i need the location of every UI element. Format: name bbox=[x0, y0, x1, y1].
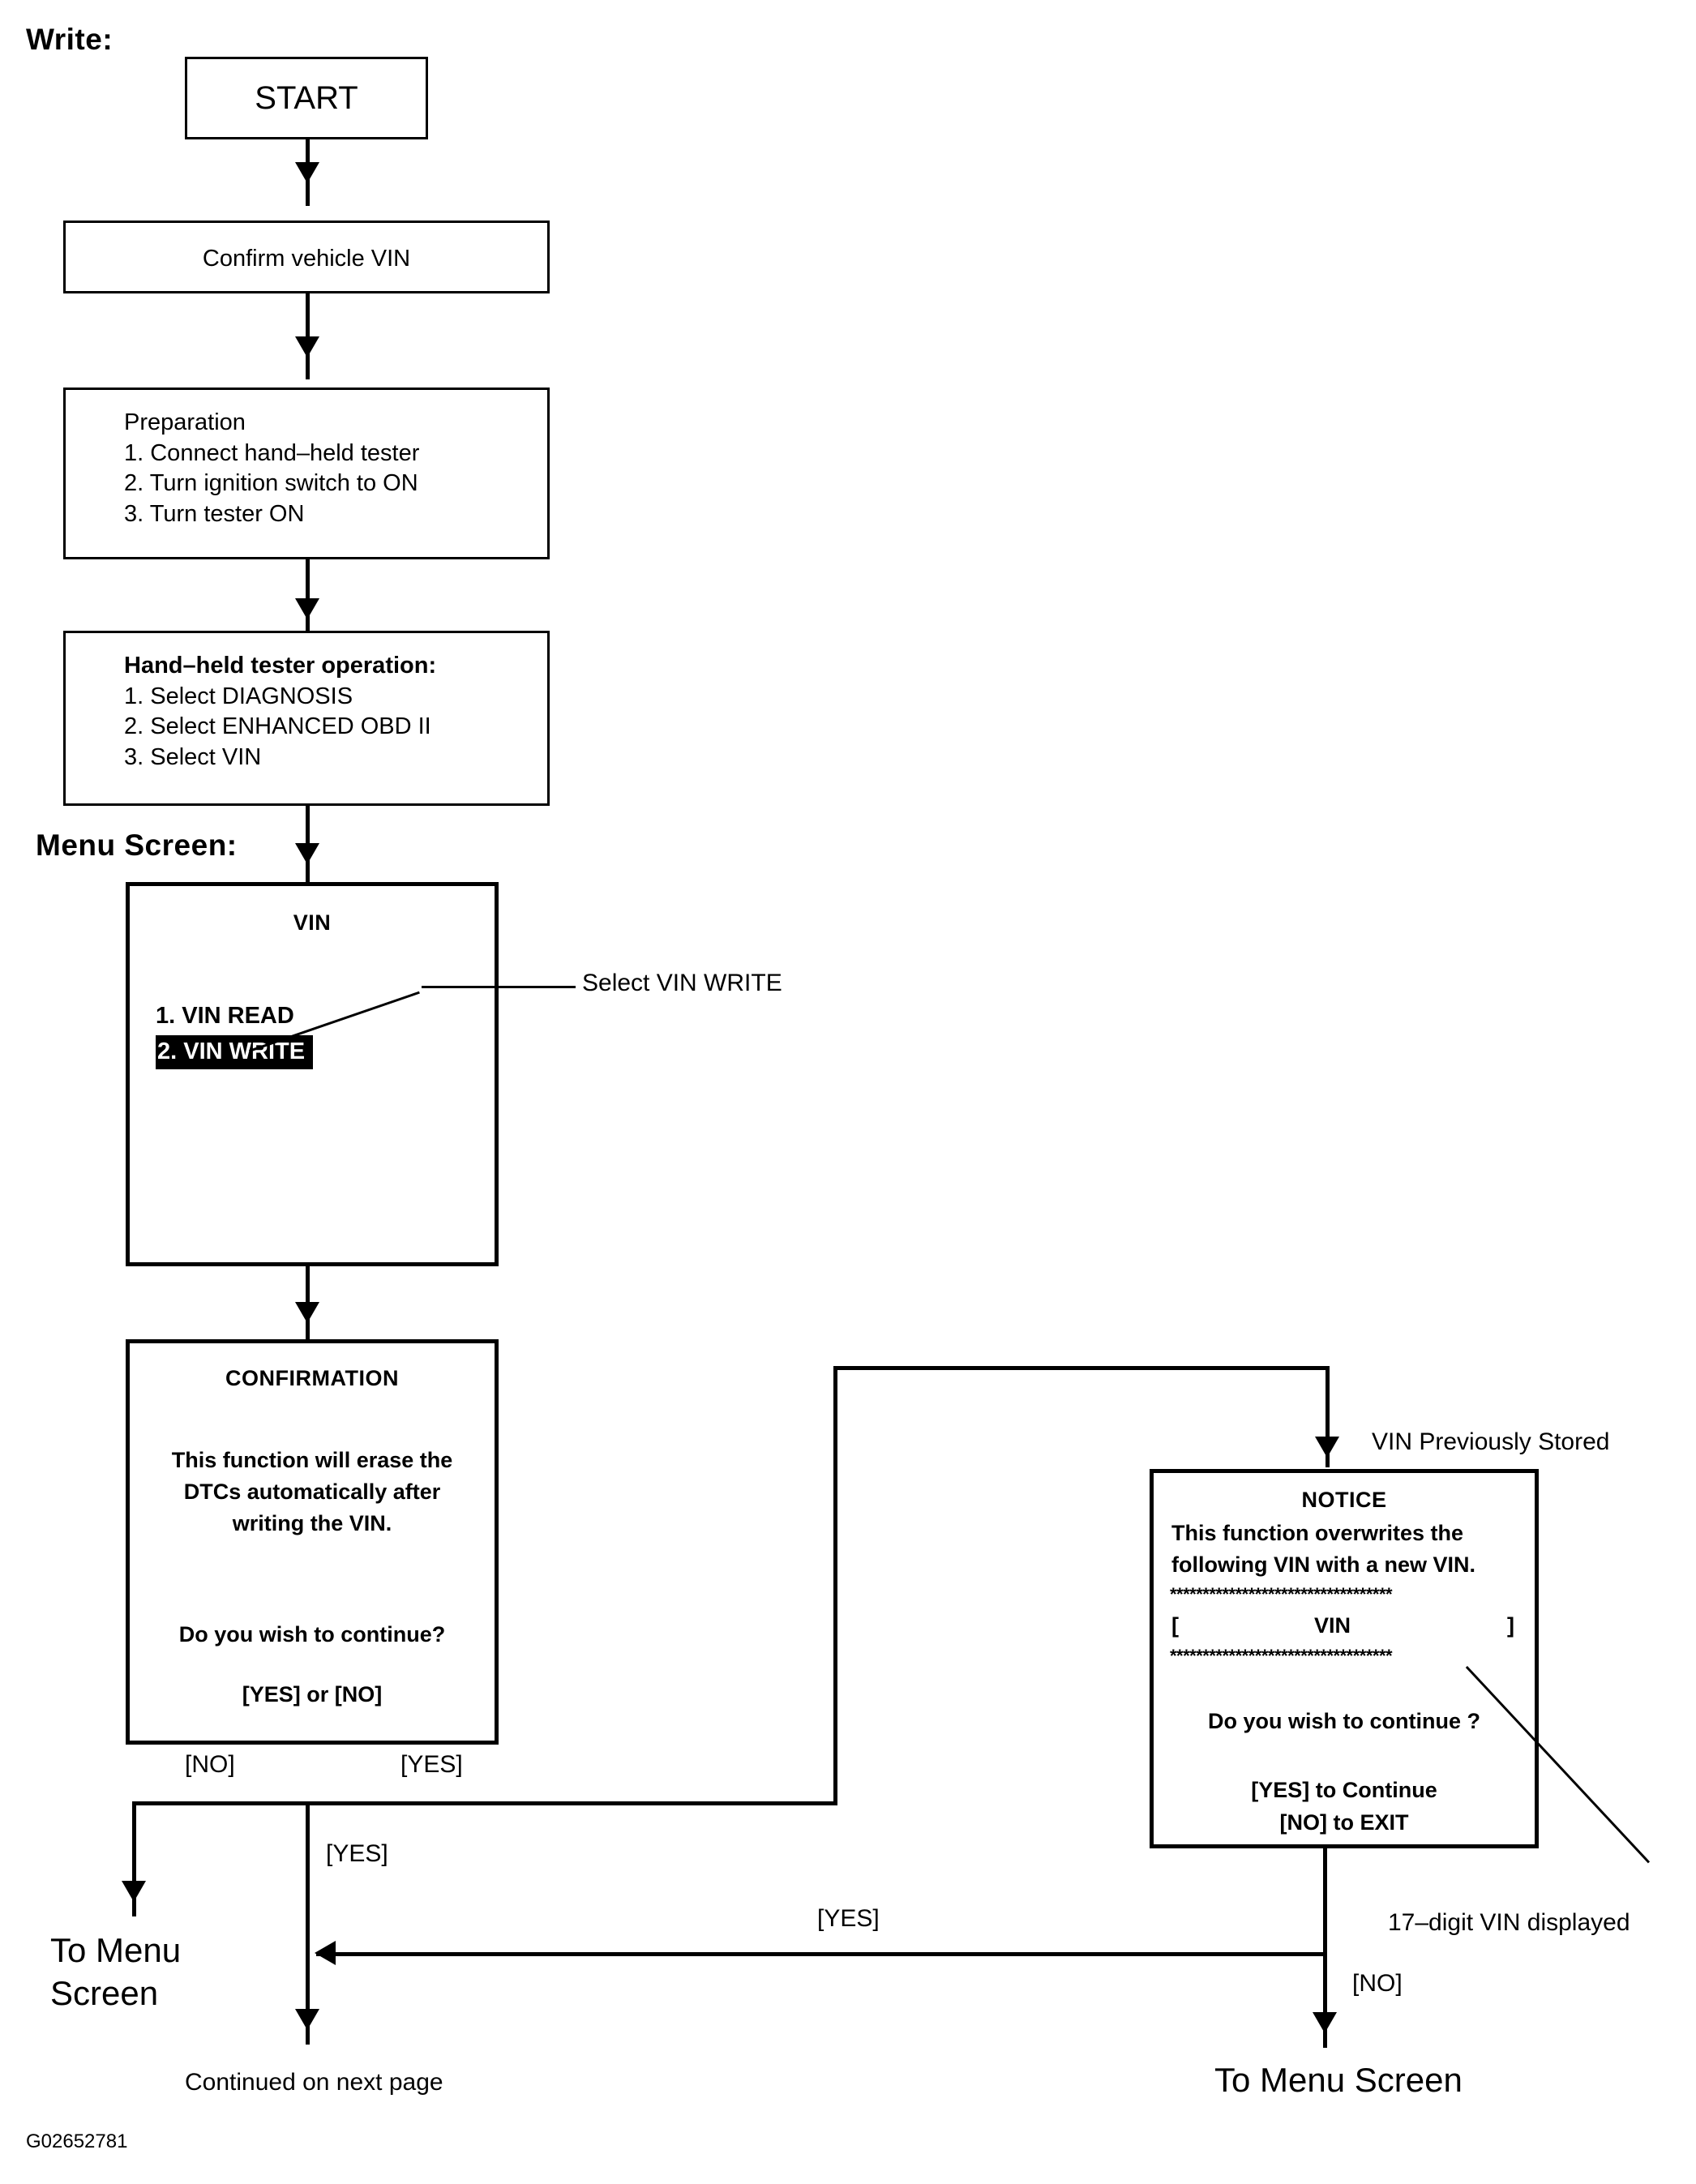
screen-notice-vin-bracket-left: [ bbox=[1171, 1613, 1179, 1638]
box-preparation-title: Preparation bbox=[124, 409, 246, 435]
screen-notice-stars-top: ********************************** bbox=[1170, 1584, 1393, 1605]
screen-confirmation-answer-hint: [YES] or [NO] bbox=[242, 1681, 383, 1707]
screen-notice-title: NOTICE bbox=[1301, 1488, 1387, 1512]
arrowhead-menu-to-confirmation bbox=[295, 1302, 319, 1323]
callout-line-select-vin-write-horizontal bbox=[422, 986, 576, 988]
arrowhead-yes-to-notice bbox=[1315, 1437, 1339, 1458]
edge-label-yes-bottom: [YES] bbox=[817, 1905, 880, 1932]
screen-notice-line-2: following VIN with a new VIN. bbox=[1171, 1552, 1476, 1578]
screen-confirmation-line-2: DTCs automatically after bbox=[183, 1480, 441, 1505]
box-confirm-vin-label: Confirm vehicle VIN bbox=[202, 246, 411, 272]
terminal-continued-next-page: Continued on next page bbox=[185, 2069, 443, 2096]
screen-vin-menu-title: VIN bbox=[293, 910, 332, 935]
connector-notice-down bbox=[1323, 1848, 1327, 1952]
edge-label-no-bottom: [NO] bbox=[1352, 1970, 1403, 1997]
screen-notice[interactable] bbox=[1150, 1469, 1539, 1848]
screen-notice-no-hint: [NO] to EXIT bbox=[1279, 1809, 1409, 1835]
screen-notice-stars-bottom: ********************************** bbox=[1170, 1646, 1393, 1667]
callout-vin-digits: 17–digit VIN displayed bbox=[1388, 1909, 1630, 1936]
connector-yes-top-segment bbox=[833, 1366, 1330, 1370]
heading-menu-screen: Menu Screen: bbox=[36, 829, 238, 862]
screen-notice-vin-label: VIN bbox=[1314, 1613, 1351, 1638]
terminal-to-menu-screen-left-line2: Screen bbox=[50, 1973, 159, 2012]
arrowhead-continued bbox=[295, 2009, 319, 2030]
arrowhead-notice-no-down bbox=[1313, 2012, 1337, 2033]
connector-notice-no-down bbox=[1323, 1952, 1327, 2048]
edge-label-yes-right: [YES] bbox=[400, 1751, 463, 1778]
box-preparation-step-2: 2. Turn ignition switch to ON bbox=[124, 470, 418, 497]
box-start-label: START bbox=[255, 80, 358, 116]
arrowhead-prep-to-tester bbox=[295, 598, 319, 619]
screen-notice-yes-hint: [YES] to Continue bbox=[1251, 1778, 1437, 1803]
callout-vin-previously-stored: VIN Previously Stored bbox=[1372, 1428, 1610, 1455]
screen-confirmation-line-1: This function will erase the bbox=[171, 1448, 453, 1472]
box-tester-operation-step-2: 2. Select ENHANCED OBD II bbox=[124, 713, 431, 740]
connector-yes-right-segment bbox=[306, 1801, 837, 1805]
figure-code: G02652781 bbox=[26, 2130, 128, 2152]
menu-item-vin-write[interactable]: 2. VIN WRITE bbox=[156, 1035, 313, 1069]
box-tester-operation bbox=[63, 631, 550, 806]
arrowhead-confirm-to-prep bbox=[295, 336, 319, 358]
arrowhead-tester-to-menu bbox=[295, 843, 319, 864]
connector-continued-vertical bbox=[306, 1801, 310, 2045]
screen-notice-question: Do you wish to continue ? bbox=[1208, 1709, 1480, 1734]
box-tester-operation-step-3: 3. Select VIN bbox=[124, 744, 262, 771]
callout-select-vin-write: Select VIN WRITE bbox=[582, 970, 782, 996]
box-tester-operation-step-1: 1. Select DIAGNOSIS bbox=[124, 683, 353, 709]
screen-confirmation-line-3: writing the VIN. bbox=[232, 1511, 392, 1536]
screen-confirmation-title: CONFIRMATION bbox=[225, 1366, 399, 1390]
box-start bbox=[185, 57, 428, 139]
screen-vin-menu[interactable] bbox=[126, 882, 499, 1266]
menu-item-vin-read[interactable]: 1. VIN READ bbox=[156, 1003, 294, 1029]
arrowhead-no-to-menu bbox=[122, 1881, 146, 1902]
connector-notice-yes-left bbox=[316, 1952, 1326, 1956]
terminal-to-menu-screen-left-line1: To Menu bbox=[50, 1931, 182, 1969]
arrowhead-start-to-confirm bbox=[295, 162, 319, 183]
screen-notice-vin-bracket-right: ] bbox=[1507, 1613, 1514, 1638]
edge-label-yes-down: [YES] bbox=[326, 1840, 388, 1867]
screen-confirmation[interactable] bbox=[126, 1339, 499, 1745]
screen-confirmation-question: Do you wish to continue? bbox=[178, 1622, 446, 1647]
screen-notice-line-1: This function overwrites the bbox=[1171, 1521, 1464, 1545]
arrowhead-notice-yes-left bbox=[315, 1941, 336, 1965]
box-preparation-step-3: 3. Turn tester ON bbox=[124, 501, 305, 528]
terminal-to-menu-screen-left bbox=[50, 1929, 181, 2015]
box-tester-operation-title: Hand–held tester operation: bbox=[124, 653, 437, 679]
box-preparation bbox=[63, 388, 550, 559]
box-preparation-step-1: 1. Connect hand–held tester bbox=[124, 439, 420, 466]
terminal-to-menu-screen-right: To Menu Screen bbox=[1214, 2061, 1463, 2099]
edge-label-no-left: [NO] bbox=[185, 1751, 235, 1778]
box-confirm-vin bbox=[63, 221, 550, 293]
heading-write: Write: bbox=[26, 23, 113, 56]
connector-yes-vertical-up bbox=[833, 1366, 837, 1805]
connector-no-left-segment bbox=[132, 1801, 309, 1805]
